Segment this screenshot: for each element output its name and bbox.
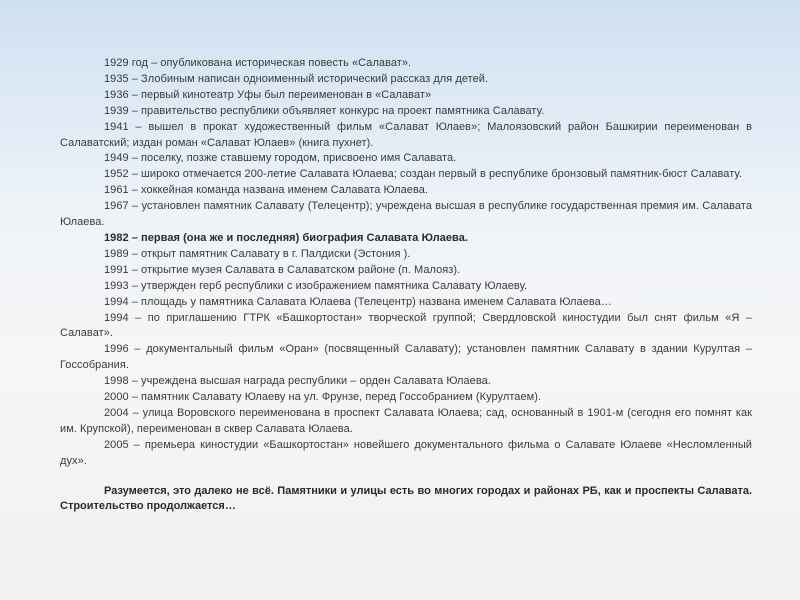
- timeline-entry: 1967 – установлен памятник Салавату (Телецентр); учреждена высшая в республике государственная премия им. Салавата Юлаева.: [60, 200, 752, 229]
- timeline-entry: 1989 – открыт памятник Салавату в г. Палдиски (Эстония ).: [104, 247, 411, 260]
- timeline-list: [60, 56, 752, 470]
- timeline-entry: 1994 – по приглашению ГТРК «Башкортостан» творческой группой; Свердловской киностудии был снят фильм «Я – Салават».: [60, 311, 752, 340]
- timeline-entry: 2005 – премьера киностудии «Башкортостан» новейшего документального фильма о Салавате Юлаеве «Несломленный дух».: [60, 438, 752, 467]
- timeline-entry: 1998 – учреждена высшая награда республики – орден Салавата Юлаева.: [104, 375, 491, 388]
- timeline-entry: 1929 год – опубликована историческая повесть «Салават».: [104, 57, 412, 69]
- timeline-entry: 1993 – утвержден герб республики с изображением памятника Салавату Юлаеву.: [104, 279, 528, 292]
- timeline-entry: 1982 – первая (она же и последняя) биография Салавата Юлаева.: [104, 231, 469, 244]
- timeline-entry: 1941 – вышел в прокат художественный фильм «Салават Юлаев»; Малоязовский район Башкирии переименован в Салаватский; издан роман «Салават Юлаев» (книга пухнет).: [60, 120, 752, 149]
- timeline-entry: 1991 – открытие музея Салавата в Салаватском районе (п. Малояз).: [104, 263, 461, 276]
- timeline-entry: 1996 – документальный фильм «Оран» (посвященный Салавату); установлен памятник Салавату в здании Курултая – Госсобрания.: [60, 343, 752, 372]
- timeline-entry: 1952 – широко отмечается 200-летие Салавата Юлаева; создан первый в республике бронзовый памятник-бюст Салавату.: [104, 168, 742, 181]
- timeline-entry: 1949 – поселку, позже ставшему городом, присвоено имя Салавата.: [104, 152, 457, 165]
- conclusion-text: Разумеется, это далеко не всё. Памятники и улицы есть во многих городах и районах РБ, как и проспекты Салавата. Строительство продолжается…: [60, 484, 752, 513]
- slide-content: [60, 56, 752, 526]
- timeline-entry: 2000 – памятник Салавату Юлаеву на ул. Фрунзе, перед Госсобранием (Курултаем).: [104, 391, 542, 404]
- timeline-entry: 1936 – первый кинотеатр Уфы был переименован в «Салават»: [104, 88, 432, 101]
- timeline-entry: 1935 – Злобиным написан одноименный исторический рассказ для детей.: [104, 72, 489, 85]
- timeline-entry: 1961 – хоккейная команда названа именем Салавата Юлаева.: [104, 184, 429, 197]
- timeline-entry: 2004 – улица Воровского переименована в проспект Салавата Юлаева; сад, основанный в 1901-м (сегодня его помнят как им. Крупской), переименован в сквер Салавата Юлаева.: [60, 406, 752, 435]
- timeline-entry: 1994 – площадь у памятника Салавата Юлаева (Телецентр) названа именем Салавата Юлаева…: [104, 295, 612, 308]
- timeline-entry: 1939 – правительство республики объявляет конкурс на проект памятника Салавату.: [104, 104, 545, 117]
